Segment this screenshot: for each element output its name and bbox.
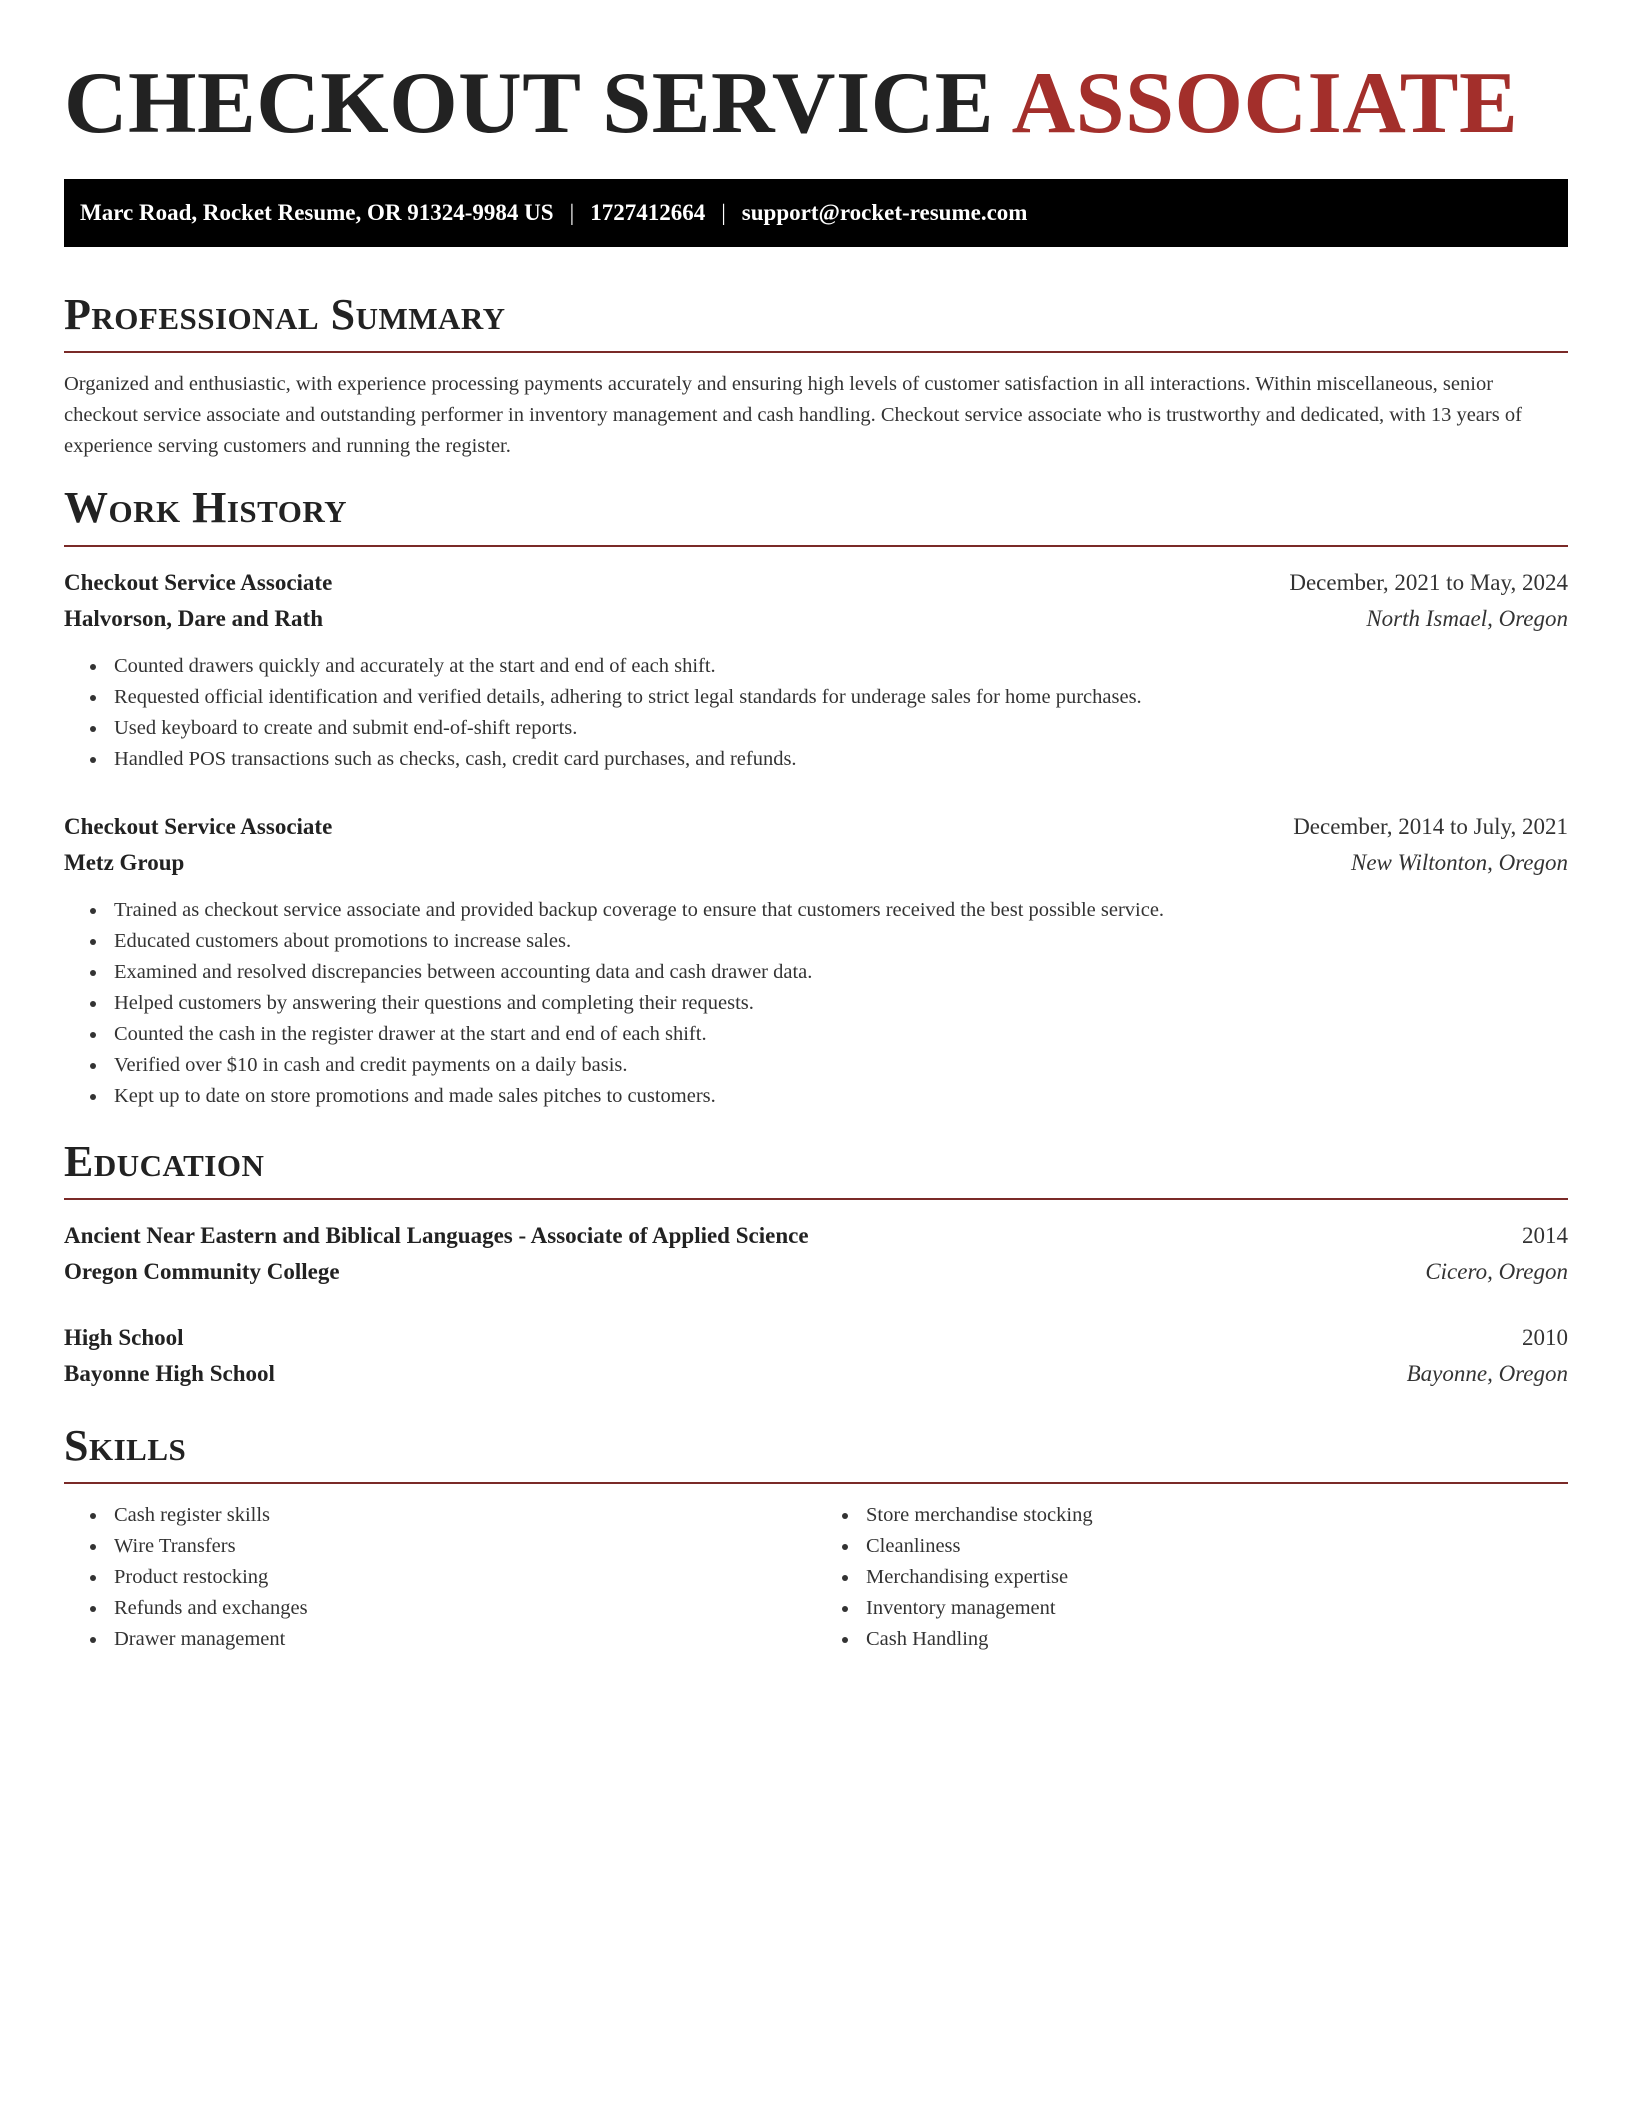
job-bullet: • Counted drawers quickly and accurately at the start and end of each shift.	[108, 651, 1568, 682]
job-bullet: • Used keyboard to create and submit end-of-shift reports.	[108, 713, 1568, 744]
contact-separator: |	[721, 199, 726, 225]
education-school: Bayonne High School	[64, 1360, 275, 1386]
education-heading: Education	[64, 1136, 265, 1186]
job-title: Checkout Service Associate	[64, 813, 333, 839]
skill-item: • Drawer management	[108, 1624, 816, 1655]
education-degree: High School	[64, 1324, 184, 1350]
job-bullets	[64, 895, 1568, 1112]
contact-bar	[64, 179, 1568, 247]
job-bullets	[64, 651, 1568, 775]
section-divider	[64, 1198, 1568, 1200]
job-company: Halvorson, Dare and Rath	[64, 605, 323, 631]
education-year: 2010	[1522, 1324, 1568, 1350]
skills-heading: Skills	[64, 1420, 187, 1470]
title-main: CHECKOUT SERVICE	[64, 55, 994, 152]
job-bullet: • Verified over $10 in cash and credit payments on a daily basis.	[108, 1050, 1568, 1081]
job-bullet: • Educated customers about promotions to increase sales.	[108, 926, 1568, 957]
skill-item: • Store merchandise stocking	[860, 1500, 1568, 1531]
job-entry	[64, 565, 1568, 775]
job-location: North Ismael, Oregon	[1366, 605, 1568, 631]
contact-email: support@rocket-resume.com	[741, 199, 1028, 225]
summary-text: Organized and enthusiastic, with experience processing payments accurately and ensuring high levels of customer satisfaction in all interactions. Within miscellaneous, senior checkout service associate and outstanding performer in inventory management and cash handling. Checkout service associate who is trustworthy and dedicated, with 13 years of experience serving customers and running the register.	[64, 373, 1522, 458]
job-bullet: • Requested official identification and verified details, adhering to strict legal standards for underage sales for home purchases.	[108, 682, 1568, 713]
job-bullet: • Helped customers by answering their questions and completing their requests.	[108, 988, 1568, 1019]
contact-address: Marc Road, Rocket Resume, OR 91324-9984 US	[80, 199, 554, 225]
education-degree: Ancient Near Eastern and Biblical Languages - Associate of Applied Science	[64, 1222, 809, 1248]
skills-list-right	[816, 1500, 1568, 1655]
job-bullet: • Trained as checkout service associate and provided backup coverage to ensure that customers received the best possible service.	[108, 895, 1568, 926]
skill-item: • Inventory management	[860, 1593, 1568, 1624]
job-dates: December, 2014 to July, 2021	[1293, 813, 1568, 839]
education-school: Oregon Community College	[64, 1258, 340, 1284]
job-bullet: • Handled POS transactions such as checks, cash, credit card purchases, and refunds.	[108, 744, 1568, 775]
job-title: Checkout Service Associate	[64, 569, 333, 595]
job-location: New Wiltonton, Oregon	[1350, 849, 1568, 875]
skill-item: • Cash Handling	[860, 1624, 1568, 1655]
job-dates: December, 2021 to May, 2024	[1289, 569, 1568, 595]
skill-item: • Cash register skills	[108, 1500, 816, 1531]
skills-list-left	[64, 1500, 816, 1655]
section-divider	[64, 351, 1568, 353]
summary-heading: Professional Summary	[64, 289, 506, 339]
job-bullet: • Kept up to date on store promotions and made sales pitches to customers.	[108, 1081, 1568, 1112]
job-entry	[64, 809, 1568, 1112]
title-accent: ASSOCIATE	[1011, 55, 1519, 152]
resume-title	[64, 56, 1568, 153]
skills-columns	[64, 1500, 1568, 1655]
contact-separator: |	[569, 199, 575, 225]
skill-item: • Merchandising expertise	[860, 1562, 1568, 1593]
work-history-heading: Work History	[64, 483, 348, 533]
education-location: Bayonne, Oregon	[1406, 1360, 1568, 1386]
job-company: Metz Group	[64, 849, 185, 875]
section-divider	[64, 1482, 1568, 1484]
education-entry	[64, 1218, 1568, 1290]
skill-item: • Cleanliness	[860, 1531, 1568, 1562]
skill-item: • Wire Transfers	[108, 1531, 816, 1562]
section-divider	[64, 545, 1568, 547]
job-bullet: • Counted the cash in the register drawer at the start and end of each shift.	[108, 1019, 1568, 1050]
education-entry	[64, 1320, 1568, 1392]
skill-item: • Refunds and exchanges	[108, 1593, 816, 1624]
job-bullet: • Examined and resolved discrepancies between accounting data and cash drawer data.	[108, 957, 1568, 988]
contact-phone: 1727412664	[590, 199, 706, 225]
skill-item: • Product restocking	[108, 1562, 816, 1593]
education-location: Cicero, Oregon	[1425, 1258, 1568, 1284]
education-year: 2014	[1522, 1222, 1568, 1248]
